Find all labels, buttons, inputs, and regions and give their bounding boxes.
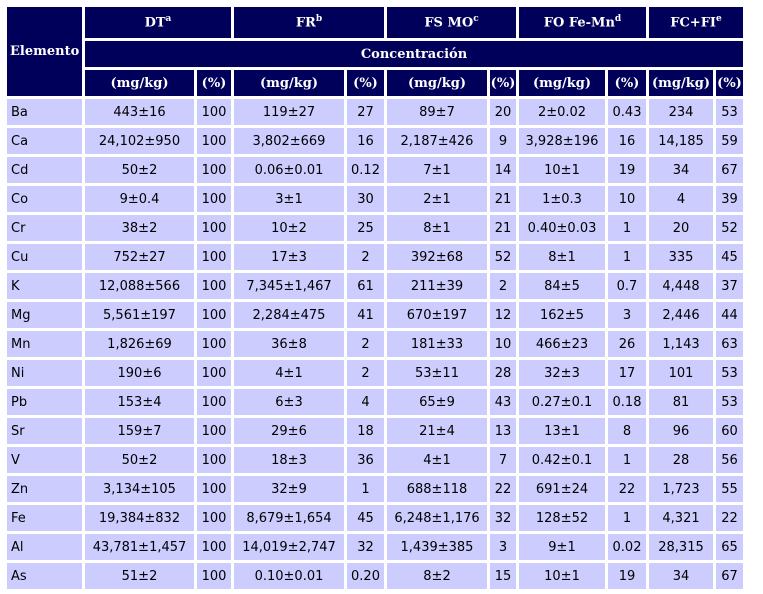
data-cell: 100 xyxy=(197,215,231,241)
data-cell: 1,439±385 xyxy=(387,534,487,560)
data-cell: 100 xyxy=(197,302,231,328)
data-cell: 1 xyxy=(347,476,384,502)
element-cell: Ca xyxy=(7,128,82,154)
data-cell: 2 xyxy=(347,244,384,270)
data-cell: 100 xyxy=(197,418,231,444)
data-cell: 20 xyxy=(649,215,713,241)
data-cell: 0.18 xyxy=(608,389,646,415)
data-cell: 32±9 xyxy=(234,476,344,502)
data-cell: 14,185 xyxy=(649,128,713,154)
data-cell: 96 xyxy=(649,418,713,444)
data-cell: 10±1 xyxy=(519,157,605,183)
data-cell: 466±23 xyxy=(519,331,605,357)
data-cell: 61 xyxy=(347,273,384,299)
data-cell: 100 xyxy=(197,447,231,473)
data-cell: 6,248±1,176 xyxy=(387,505,487,531)
data-cell: 81 xyxy=(649,389,713,415)
data-cell: 4 xyxy=(649,186,713,212)
data-cell: 28,315 xyxy=(649,534,713,560)
group-header-fs-mo: FS $MO^c$ xyxy=(387,7,516,38)
element-cell: Cu xyxy=(7,244,82,270)
data-cell: 1,723 xyxy=(649,476,713,502)
data-cell: 19 xyxy=(608,157,646,183)
data-cell: 15 xyxy=(490,563,516,589)
data-cell: 0.40±0.03 xyxy=(519,215,605,241)
data-cell: 159±7 xyxy=(85,418,194,444)
data-cell: 28 xyxy=(490,360,516,386)
data-cell: 19 xyxy=(608,563,646,589)
data-cell: 39 xyxy=(716,186,743,212)
data-cell: 1,826±69 xyxy=(85,331,194,357)
data-cell: 50±2 xyxy=(85,157,194,183)
element-cell: Cd xyxy=(7,157,82,183)
data-cell: 67 xyxy=(716,157,743,183)
data-cell: 41 xyxy=(347,302,384,328)
data-cell: 10±1 xyxy=(519,563,605,589)
table-row xyxy=(7,360,743,386)
unit-header-pct: (%) xyxy=(716,70,743,96)
data-cell: 2 xyxy=(347,360,384,386)
elemento-header: Elemento xyxy=(7,7,82,96)
data-cell: 32 xyxy=(490,505,516,531)
data-cell: 16 xyxy=(608,128,646,154)
data-cell: 59 xyxy=(716,128,743,154)
data-cell: 65 xyxy=(716,534,743,560)
data-cell: 100 xyxy=(197,534,231,560)
data-cell: 4±1 xyxy=(387,447,487,473)
data-cell: 3,134±105 xyxy=(85,476,194,502)
data-cell: 119±27 xyxy=(234,99,344,125)
concentration-table xyxy=(4,4,746,592)
unit-header-mg: (mg/kg) xyxy=(649,70,713,96)
data-cell: 670±197 xyxy=(387,302,487,328)
data-cell: 0.42±0.1 xyxy=(519,447,605,473)
element-cell: Zn xyxy=(7,476,82,502)
data-cell: 50±2 xyxy=(85,447,194,473)
data-cell: 181±33 xyxy=(387,331,487,357)
element-cell: Sr xyxy=(7,418,82,444)
data-cell: 60 xyxy=(716,418,743,444)
data-cell: 2±1 xyxy=(387,186,487,212)
data-cell: 0.20 xyxy=(347,563,384,589)
data-cell: 1 xyxy=(608,505,646,531)
data-cell: 43,781±1,457 xyxy=(85,534,194,560)
data-cell: 7±1 xyxy=(387,157,487,183)
data-cell: 53 xyxy=(716,389,743,415)
data-cell: 8±1 xyxy=(519,244,605,270)
data-cell: 30 xyxy=(347,186,384,212)
data-cell: 32 xyxy=(347,534,384,560)
group-header-dt: $DT^a$ xyxy=(85,7,231,38)
table-row xyxy=(7,534,743,560)
data-cell: 65±9 xyxy=(387,389,487,415)
data-cell: 100 xyxy=(197,331,231,357)
group-header-fr: $FR^b$ xyxy=(234,7,384,38)
data-cell: 100 xyxy=(197,99,231,125)
data-cell: 1 xyxy=(608,447,646,473)
data-cell: 53±11 xyxy=(387,360,487,386)
data-cell: 0.7 xyxy=(608,273,646,299)
unit-header-pct: (%) xyxy=(347,70,384,96)
data-cell: 5,561±197 xyxy=(85,302,194,328)
element-cell: Fe xyxy=(7,505,82,531)
data-cell: 32±3 xyxy=(519,360,605,386)
data-cell: 21 xyxy=(490,215,516,241)
data-cell: 53 xyxy=(716,99,743,125)
data-cell: 4±1 xyxy=(234,360,344,386)
table-row xyxy=(7,186,743,212)
element-cell: Co xyxy=(7,186,82,212)
table-row xyxy=(7,331,743,357)
table-row xyxy=(7,244,743,270)
data-cell: 335 xyxy=(649,244,713,270)
unit-header-pct: (%) xyxy=(608,70,646,96)
data-cell: 52 xyxy=(716,215,743,241)
data-cell: 128±52 xyxy=(519,505,605,531)
data-cell: 3,802±669 xyxy=(234,128,344,154)
data-cell: 190±6 xyxy=(85,360,194,386)
unit-header-mg: (mg/kg) xyxy=(519,70,605,96)
data-cell: 8 xyxy=(608,418,646,444)
data-cell: 43 xyxy=(490,389,516,415)
data-cell: 1±0.3 xyxy=(519,186,605,212)
data-cell: 0.43 xyxy=(608,99,646,125)
data-cell: 55 xyxy=(716,476,743,502)
concentracion-header: Concentración xyxy=(85,41,743,68)
table-row xyxy=(7,157,743,183)
data-cell: 67 xyxy=(716,563,743,589)
element-cell: Ba xyxy=(7,99,82,125)
data-cell: 36±8 xyxy=(234,331,344,357)
element-cell: Cr xyxy=(7,215,82,241)
data-cell: 38±2 xyxy=(85,215,194,241)
data-cell: 37 xyxy=(716,273,743,299)
element-cell: As xyxy=(7,563,82,589)
data-cell: 211±39 xyxy=(387,273,487,299)
data-cell: 24,102±950 xyxy=(85,128,194,154)
data-cell: 443±16 xyxy=(85,99,194,125)
unit-header-mg: (mg/kg) xyxy=(234,70,344,96)
data-cell: 3,928±196 xyxy=(519,128,605,154)
data-cell: 100 xyxy=(197,505,231,531)
data-cell: 3 xyxy=(490,534,516,560)
data-cell: 20 xyxy=(490,99,516,125)
data-cell: 0.12 xyxy=(347,157,384,183)
data-cell: 16 xyxy=(347,128,384,154)
data-cell: 26 xyxy=(608,331,646,357)
data-cell: 45 xyxy=(347,505,384,531)
unit-header-mg: (mg/kg) xyxy=(85,70,194,96)
element-cell: V xyxy=(7,447,82,473)
data-cell: 4,448 xyxy=(649,273,713,299)
data-cell: 45 xyxy=(716,244,743,270)
data-cell: 2,284±475 xyxy=(234,302,344,328)
data-cell: 7 xyxy=(490,447,516,473)
data-cell: 18±3 xyxy=(234,447,344,473)
data-cell: 18 xyxy=(347,418,384,444)
data-cell: 234 xyxy=(649,99,713,125)
data-cell: 0.06±0.01 xyxy=(234,157,344,183)
data-cell: 8,679±1,654 xyxy=(234,505,344,531)
data-cell: 8±1 xyxy=(387,215,487,241)
data-cell: 3 xyxy=(608,302,646,328)
data-cell: 9±0.4 xyxy=(85,186,194,212)
data-cell: 44 xyxy=(716,302,743,328)
data-cell: 2 xyxy=(347,331,384,357)
unit-header-pct: (%) xyxy=(197,70,231,96)
data-cell: 10 xyxy=(490,331,516,357)
data-cell: 752±27 xyxy=(85,244,194,270)
unit-header-pct: (%) xyxy=(490,70,516,96)
group-header-fc-fi: $FC+FI^e$ xyxy=(649,7,743,38)
data-cell: 1 xyxy=(608,244,646,270)
table-row xyxy=(7,476,743,502)
data-cell: 392±68 xyxy=(387,244,487,270)
data-cell: 9±1 xyxy=(519,534,605,560)
data-cell: 100 xyxy=(197,476,231,502)
table-row xyxy=(7,128,743,154)
group-header-fo-fe-mn: FO Fe-Mn$^d$ xyxy=(519,7,646,38)
element-cell: Mn xyxy=(7,331,82,357)
data-cell: 100 xyxy=(197,273,231,299)
data-cell: 25 xyxy=(347,215,384,241)
table-row xyxy=(7,389,743,415)
element-cell: K xyxy=(7,273,82,299)
data-cell: 17±3 xyxy=(234,244,344,270)
table-row xyxy=(7,447,743,473)
data-cell: 100 xyxy=(197,389,231,415)
data-cell: 4,321 xyxy=(649,505,713,531)
data-cell: 100 xyxy=(197,128,231,154)
data-cell: 7,345±1,467 xyxy=(234,273,344,299)
data-cell: 56 xyxy=(716,447,743,473)
data-cell: 2,187±426 xyxy=(387,128,487,154)
data-cell: 34 xyxy=(649,157,713,183)
data-cell: 13 xyxy=(490,418,516,444)
data-cell: 10 xyxy=(608,186,646,212)
data-cell: 2 xyxy=(490,273,516,299)
element-cell: Pb xyxy=(7,389,82,415)
data-cell: 9 xyxy=(490,128,516,154)
data-cell: 100 xyxy=(197,186,231,212)
data-cell: 22 xyxy=(490,476,516,502)
data-cell: 22 xyxy=(716,505,743,531)
data-cell: 12 xyxy=(490,302,516,328)
data-cell: 3±1 xyxy=(234,186,344,212)
data-cell: 10±2 xyxy=(234,215,344,241)
data-cell: 1,143 xyxy=(649,331,713,357)
table-row xyxy=(7,215,743,241)
element-cell: Ni xyxy=(7,360,82,386)
element-cell: Mg xyxy=(7,302,82,328)
data-cell: 0.10±0.01 xyxy=(234,563,344,589)
data-cell: 691±24 xyxy=(519,476,605,502)
data-cell: 12,088±566 xyxy=(85,273,194,299)
data-cell: 100 xyxy=(197,244,231,270)
data-cell: 0.02 xyxy=(608,534,646,560)
data-cell: 688±118 xyxy=(387,476,487,502)
data-cell: 22 xyxy=(608,476,646,502)
element-cell: Al xyxy=(7,534,82,560)
data-cell: 28 xyxy=(649,447,713,473)
data-cell: 21 xyxy=(490,186,516,212)
data-cell: 162±5 xyxy=(519,302,605,328)
data-cell: 100 xyxy=(197,157,231,183)
table-row xyxy=(7,302,743,328)
data-cell: 153±4 xyxy=(85,389,194,415)
data-cell: 4 xyxy=(347,389,384,415)
data-cell: 29±6 xyxy=(234,418,344,444)
data-cell: 34 xyxy=(649,563,713,589)
data-cell: 13±1 xyxy=(519,418,605,444)
data-cell: 0.27±0.1 xyxy=(519,389,605,415)
data-cell: 36 xyxy=(347,447,384,473)
table-row xyxy=(7,563,743,589)
data-cell: 101 xyxy=(649,360,713,386)
data-cell: 21±4 xyxy=(387,418,487,444)
data-cell: 53 xyxy=(716,360,743,386)
table-row xyxy=(7,505,743,531)
data-cell: 2,446 xyxy=(649,302,713,328)
table-body xyxy=(7,99,743,589)
data-cell: 51±2 xyxy=(85,563,194,589)
data-cell: 14,019±2,747 xyxy=(234,534,344,560)
data-cell: 89±7 xyxy=(387,99,487,125)
data-cell: 84±5 xyxy=(519,273,605,299)
data-cell: 27 xyxy=(347,99,384,125)
data-cell: 14 xyxy=(490,157,516,183)
data-cell: 8±2 xyxy=(387,563,487,589)
data-cell: 52 xyxy=(490,244,516,270)
data-cell: 19,384±832 xyxy=(85,505,194,531)
data-cell: 17 xyxy=(608,360,646,386)
table-row xyxy=(7,99,743,125)
data-cell: 100 xyxy=(197,360,231,386)
data-cell: 6±3 xyxy=(234,389,344,415)
unit-header-mg: (mg/kg) xyxy=(387,70,487,96)
table-row xyxy=(7,418,743,444)
table-row xyxy=(7,273,743,299)
data-cell: 63 xyxy=(716,331,743,357)
data-cell: 2±0.02 xyxy=(519,99,605,125)
data-cell: 100 xyxy=(197,563,231,589)
data-cell: 1 xyxy=(608,215,646,241)
